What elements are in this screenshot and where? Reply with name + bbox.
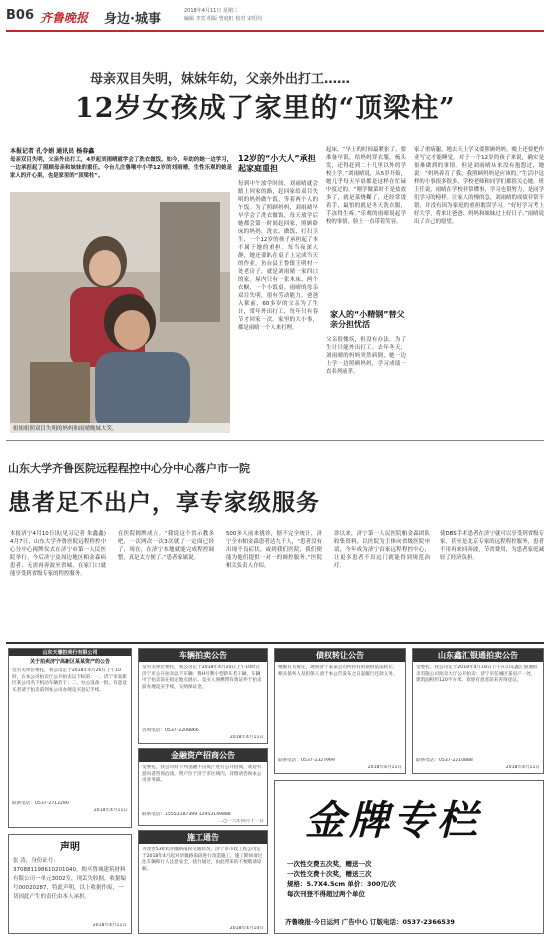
notice-date: 2018年4月11日 bbox=[92, 923, 127, 928]
finance-title: 金融资产招商公告 bbox=[139, 749, 267, 762]
brand-column-title: 金牌专栏 bbox=[305, 797, 481, 844]
date-line: 2018年4月11日 星期三 bbox=[184, 8, 238, 14]
finance-date: 二○一八年四月十一日 bbox=[218, 818, 264, 824]
story2-column-1: 本报济宁4月10日讯(见习记者 朱鑫鑫) 4月7日，山东大学齐鲁医院远程程控中心分中心揭牌仪式在济宁市第一人民医院举行。今后济宁及周边地区帕金森病患者，无需再奔波至省城，在家门口就能享受到省级专家的程控服务。 bbox=[10, 531, 106, 577]
paper-logo: 齐鲁晚报 bbox=[40, 11, 89, 25]
story1-column-1: 每到中午放学时间，刘雨晴就会踏上回家的路，赶回家给双目失明的妈妈做午饭，等着两个人的午饭。为了照顾妈妈，刘雨晴早早学会了洗衣做饭，每天放学后她都会第一时间赶回家，照顾卧床的妈妈，洗衣、做饭、打扫卫生，一个12岁的孩子承担起了本不属于她的重担。每当夜深人静，她还要趴在桌子上完成当天的作业。鱼台县王鲁镇王明村一处老房子，就是刘雨晴一家四口的家。屋内只有一张木床、两个衣橱，一个小饭桌。雨晴的母亲双目失明，很有劳动能力，爸爸入狱前，60多岁的父亲为了生计，常年外出打工，每年只有春节才回家一次。家里的大小事，都是雨晴一个人来打理。 bbox=[238, 181, 318, 331]
story1-photo-caption: 姐姐姐照双目失明的妈妈和雨晴晚妹大笑。 bbox=[10, 423, 230, 433]
debt-date: 2018年4月11日 bbox=[367, 764, 402, 770]
photo-of-girl-and-mother bbox=[10, 192, 230, 432]
construction-title: 施工通告 bbox=[139, 831, 267, 844]
brand-term-3: 规格：5.7X4.5cm 单价：300元/次 bbox=[287, 880, 396, 888]
brand-footer: 齐鲁晚报·今日运河 广告中心 订版电话：0537-2366539 bbox=[285, 918, 455, 926]
bank-text: 受委托，我公司定于2018年4月18日下午在山东鑫汇银通拍卖有限公司拍卖大厅公开拍卖：济宁市任城区某房产一处，建筑面积约120平方米。欢迎有意者前来咨询登记。 bbox=[416, 665, 538, 683]
ad-auction-text: 受有关单位委托，我公司定于2018年4月26日上午10时，在本公司拍卖厅公开拍卖以下标的：一、济宁市高新区某公司名下机动车辆若干；二、办公设备一批。有意竞买者请于拍卖前到本公司办理竞买登记手续。 bbox=[12, 668, 127, 693]
debt-title: 债权转让公告 bbox=[275, 649, 405, 662]
car-auction-date: 2018年4月11日 bbox=[229, 734, 264, 740]
story1-column-4: 家了重病腿，地去天上学又要照顾妈妈，晚上还要把作业写完才能睡觉。对于一个12岁的孩子来说，确实是很难做到的事情。但是刘雨晴从来没有抱怨过，她说：“妈妈养育了我，我照顾妈妈是应该的。”生活中这样的小事很多很多，学校老师和同学们都很关心她。班主任说，雨晴在学校非常懂事，学习也很努力，是同学们学习的榜样。让家人的慢的急，刘雨晴的成绩非常不错，并没有因为家庭的重担耽误学习。“好好学习考上好大学，将来让爸爸、妈妈和妹妹过上好日子。”雨晴说出了自己的愿望。 bbox=[414, 147, 544, 225]
bank-contact: 联系电话：0537-2210888 bbox=[416, 758, 473, 763]
story2-headline: 患者足不出户，享专家级服务 bbox=[8, 489, 320, 516]
debt-text: 根据有关规定，现将济宁某某公司所持有的债权依法转让，相关债务人及担保人请于本公告发布之日起履行还款义务。 bbox=[278, 665, 398, 677]
ad-auction-date: 2018年4月11日 bbox=[93, 807, 128, 813]
brand-terms bbox=[287, 859, 533, 899]
construction-date: 2018年4月10日 bbox=[229, 926, 264, 931]
ad-brand-column bbox=[274, 780, 544, 934]
story1-subhead-1: 12岁的“小大人”承担起家庭重担 bbox=[238, 154, 316, 173]
ad-auction-company: 山东天壕拍卖行有限公司 bbox=[9, 649, 131, 656]
story1-column-3: 父亲很愧疚，但没有办法，为了生计只能外出打工。去年冬天，刘雨晴的妈妈突然病倒，她一边上学一边照顾妈妈，学习成绩一直名列前茅。 bbox=[326, 337, 406, 375]
car-auction-title: 车辆拍卖公告 bbox=[139, 649, 267, 662]
debt-contact: 联系电话：0537-2327999 bbox=[278, 758, 335, 763]
story2-kicker: 山东大学齐鲁医院远程程控中心分中心落户市一院 bbox=[8, 462, 250, 475]
ad-finance bbox=[138, 748, 268, 826]
finance-text: 受委托，我公司对下列金融不良资产进行公开招商，欢迎有意向者咨询洽谈。资产位于济宁市区域内，详情请咨询本公司业务部。 bbox=[142, 765, 262, 783]
ad-bank-auction bbox=[412, 648, 544, 774]
divider-1 bbox=[6, 440, 544, 441]
section-name: 身边·城事 bbox=[104, 12, 161, 27]
brand-term-1: 一次性交费五次奖，赠送一次 bbox=[287, 860, 372, 868]
bank-title: 山东鑫汇银通拍卖公告 bbox=[413, 649, 543, 662]
story2-column-5: 使DBS手术患者在济宁就可以享受到省级专家，甚至是北京专家的远程程控服务，患者不用再来回奔波，节省费用，为患者家庭减轻了经济负担。 bbox=[440, 531, 544, 561]
page-header bbox=[6, 6, 544, 28]
notice-title: 声明 bbox=[60, 842, 80, 853]
brand-term-4: 每次刊登不得超过两个单位 bbox=[287, 890, 365, 898]
ad-auction-subtitle: 关于拍卖济宁高新区某某资产的公告 bbox=[29, 659, 110, 665]
story1-byline: 本报记者 孔令娟 通讯员 杨春鑫 bbox=[10, 148, 95, 155]
construction-text: 为改善530米济微路南段交通状况，济宁市市政工程公司定于2018年4月起对济微路南段进行改造施工，施工期间请过往车辆和行人注意安全，绕行通过，由此带来的不便敬请谅解。 bbox=[142, 847, 263, 872]
car-auction-contact: 咨询电话：0537-2208866 bbox=[142, 728, 199, 733]
ad-car-auction bbox=[138, 648, 268, 744]
story1-column-2: 起床，“早上的时间最紧张了，要准备早饭，给妈妈穿衣服，梳头发，还得赶到二十几里以外的学校上学。”刘雨晴说，从5岁开始，她几乎每天早晨都是这样在忙碌中度过的。“刚学做菜时不是盐放多了，就是菜烧糊了，还经常烫着手，最怕的就是冬天洗衣服，手冻得生疼。”乐观的雨晴说起学校的事情，脸上一直带着笑容。 bbox=[326, 147, 406, 225]
bank-date: 2018年4月11日 bbox=[505, 764, 540, 770]
story2-column-2: 在医院揭牌成立。“我说这个省示教多吧，一次两次一次3次就了一定面已经了，现在，在济宁本地就能完成程控调整，真是太方便了。”患者家属说。 bbox=[118, 531, 214, 561]
story1-lead: 母亲双目失明，父亲外出打工，4岁起刘雨晴就学会了洗衣做饭。如今，年幼的她一边学习，一边承担起了照顾母亲和妹妹的重任。今台儿庄鲁喉中小学12岁的刘雨晴，生性乐观的她是家人的开心果，也是家里的“顶梁柱”。 bbox=[10, 157, 232, 179]
ad-debt-transfer bbox=[274, 648, 406, 774]
finance-contact: 联系电话：15553187399 12953149888 bbox=[142, 812, 231, 817]
brand-term-2: 一次性交费十次奖，赠送三次 bbox=[287, 870, 372, 878]
header-rule bbox=[6, 30, 544, 32]
story1-headline: 12岁女孩成了家里的“顶梁柱” bbox=[75, 93, 456, 124]
story1-photo bbox=[10, 192, 230, 432]
ad-auction-contact: 联系电话：0537-2712290 bbox=[12, 801, 69, 806]
story2-column-4: 诊以来，济宁第一人民医院帕金森团队收集资料，以医院为主体向省级医院申请，今年成为济宁首家远程程控中心，让更多患者不出远门就能得到规范治疗。 bbox=[334, 531, 430, 569]
page-number: B06 bbox=[6, 8, 34, 23]
story2-column-3: 500多人前来挑诊，据不完全统计，济宁全市帕金森患者达九千人，“患者没有出现不良症状，或到我们医院，我们便能为他们提供一对一的调控服务。”医院相关负责人介绍。 bbox=[226, 531, 322, 569]
divider-2 bbox=[6, 642, 544, 644]
editors-line: 编辑 李宾 组版 曾庭虹 校对 宋绍均 bbox=[184, 16, 262, 22]
notice-statement bbox=[8, 834, 132, 934]
story1-kicker: 母亲双目失明，妹妹年幼，父亲外出打工…… bbox=[90, 72, 351, 87]
ad-auction-notice bbox=[8, 648, 132, 828]
car-auction-text: 受有关单位委托，我公司定于2018年4月20日上午10时在济宁市公开拍卖以下车辆：鲁H号牌小型轿车若干辆，车辆可于拍卖前在指定地点展示。竞买人须携带有效证件于拍卖前办理竞买手续，交纳保证金。 bbox=[142, 665, 262, 690]
notice-text: 张 涛，身份证号：370881198610201040，购买鲁城建筑材料有限公司一单元3002室，现丢失收据，收据编号00020287，特此声明，以上收据作废，一切因此产生的责任由本人承担。 bbox=[13, 858, 126, 900]
story1-subhead-2: 家人的“小精钢”替父亲分担忧活 bbox=[330, 310, 405, 329]
ad-construction bbox=[138, 830, 268, 934]
